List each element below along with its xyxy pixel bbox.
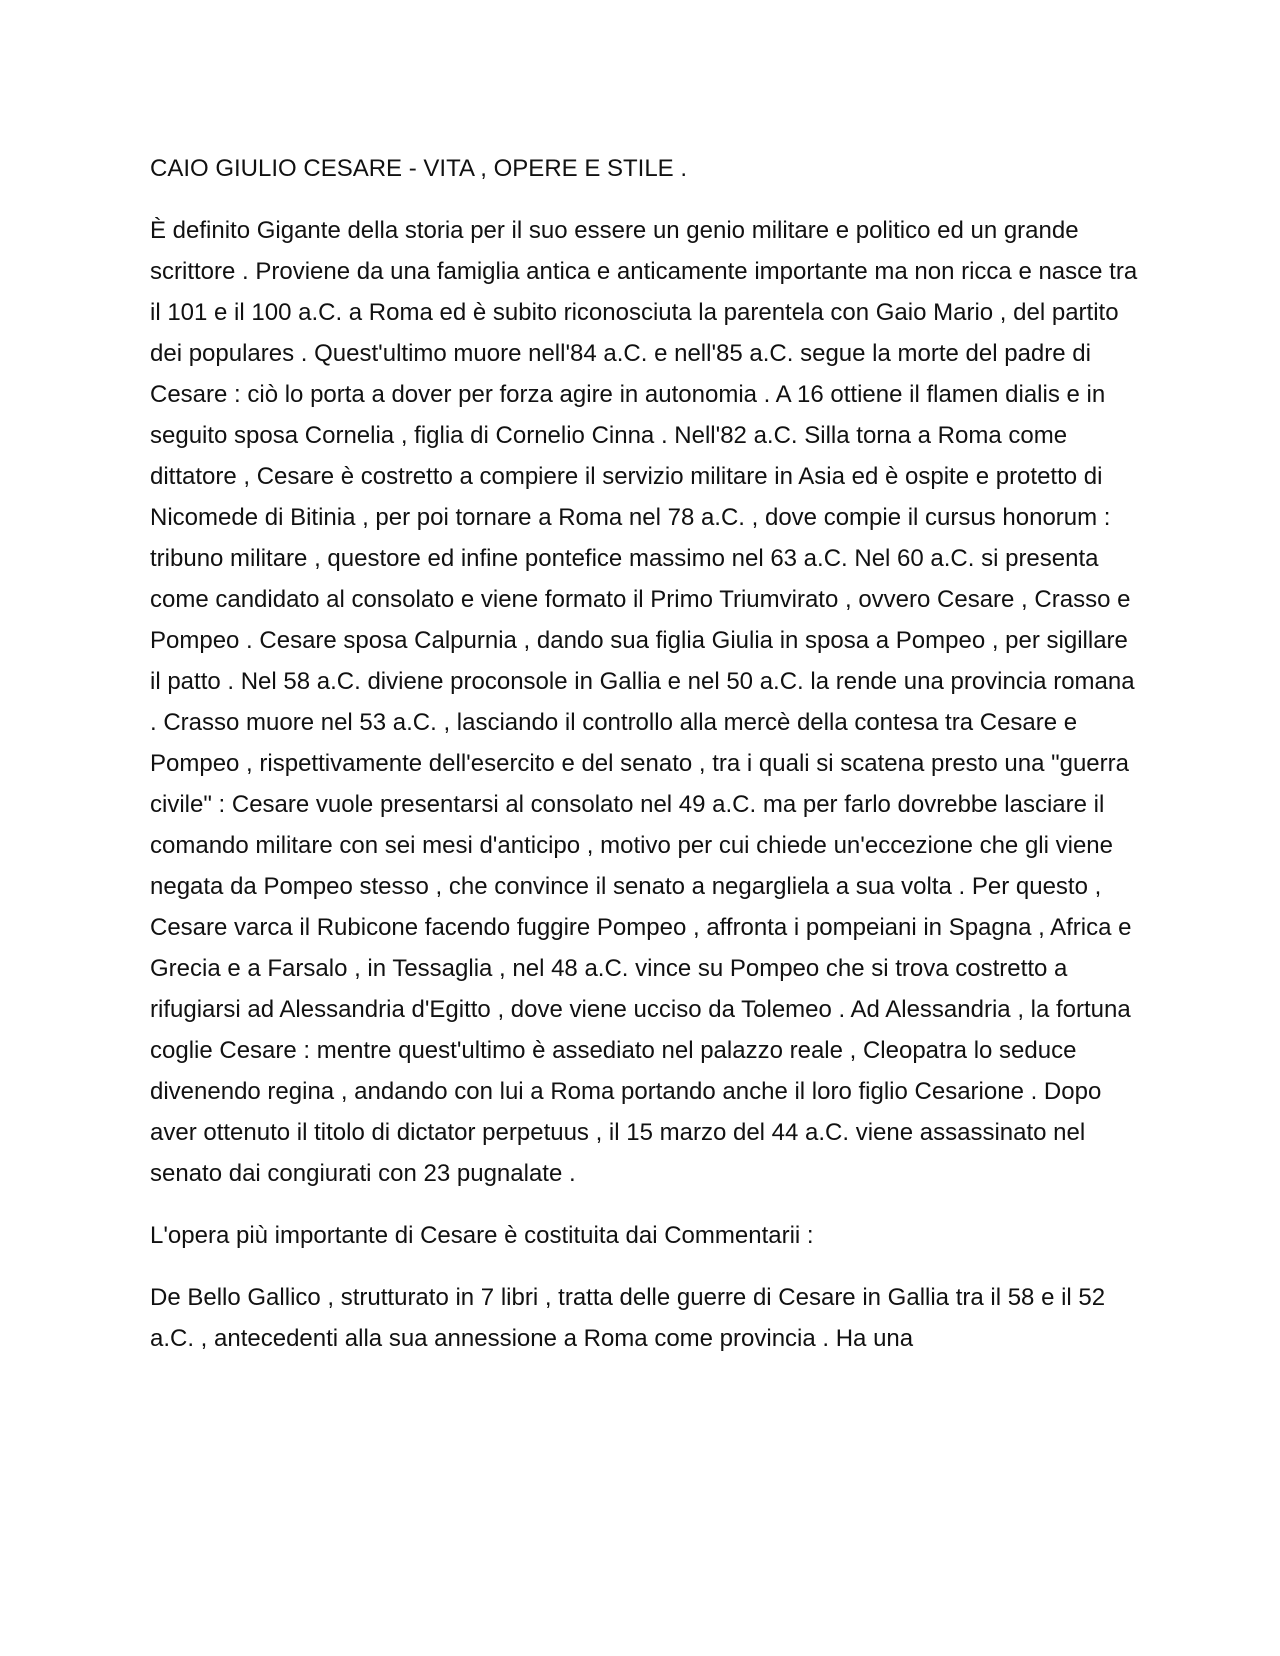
paragraph-biography: È definito Gigante della storia per il suo essere un genio militare e politico ed un grande scrittore . Proviene da una famiglia antica e anticamente importante ma non ricca e nasce tra il 101 e il 100 a.C. a Roma ed è subito riconosciuta la parentela con Gaio Mario , del partito dei populares . Quest'ultimo muore nell'84 a.C. e nell'85 a.C. segue la morte del padre di Cesare : ciò lo porta a dover per forza agire in autonomia . A 16 ottiene il flamen dialis e in seguito sposa Cornelia , figlia di Cornelio Cinna . Nell'82 a.C. Silla torna a Roma come dittatore , Cesare è costretto a compiere il servizio militare in Asia ed è ospite e protetto di Nicomede di Bitinia , per poi tornare a Roma nel 78 a.C. , dove compie il cursus honorum : tribuno militare , questore ed infine pontefice massimo nel 63 a.C. Nel 60 a.C. si presenta come candidato al consolato e viene formato il Primo Triumvirato , ovvero Cesare , Crasso e Pompeo . Cesare sposa Calpurnia , dando sua figlia Giulia in sposa a Pompeo , per sigillare il patto . Nel 58 a.C. diviene proconsole in Gallia e nel 50 a.C. la rende una provincia romana . Crasso muore nel 53 a.C. , lasciando il controllo alla mercè della contesa tra Cesare e Pompeo , rispettivamente dell'esercito e del senato , tra i quali si scatena presto una "guerra civile" : Cesare vuole presentarsi al consolato nel 49 a.C. ma per farlo dovrebbe lasciare il comando militare con sei mesi d'anticipo , motivo per cui chiede un'eccezione che gli viene negata da Pompeo stesso , che convince il senato a negargliela a sua volta . Per questo , Cesare varca il Rubicone facendo fuggire Pompeo , affronta i pompeiani in Spagna , Africa e Grecia e a Farsalo , in Tessaglia , nel 48 a.C. vince su Pompeo che si trova costretto a rifugiarsi ad Alessandria d'Egitto , dove viene ucciso da Tolemeo . Ad Alessandria , la fortuna coglie Cesare : mentre quest'ultimo è assediato nel palazzo reale , Cleopatra lo seduce divenendo regina , andando con lui a Roma portando anche il loro figlio Cesarione . Dopo aver ottenuto il titolo di dictator perpetuus , il 15 marzo del 44 a.C. viene assassinato nel senato dai congiurati con 23 pugnalate . — [150, 217, 1138, 1187]
document-title: CAIO GIULIO CESARE - VITA , OPERE E STILE . — [150, 155, 688, 182]
paragraph-de-bello-gallico: De Bello Gallico , strutturato in 7 libri , tratta delle guerre di Cesare in Gallia tra il 58 e il 52 a.C. , antecedenti alla sua annessione a Roma come provincia . Ha una — [150, 1284, 1106, 1352]
document-page — [150, 148, 1140, 1380]
paragraph-works-intro: L'opera più importante di Cesare è costituita dai Commentarii : — [150, 1222, 814, 1249]
